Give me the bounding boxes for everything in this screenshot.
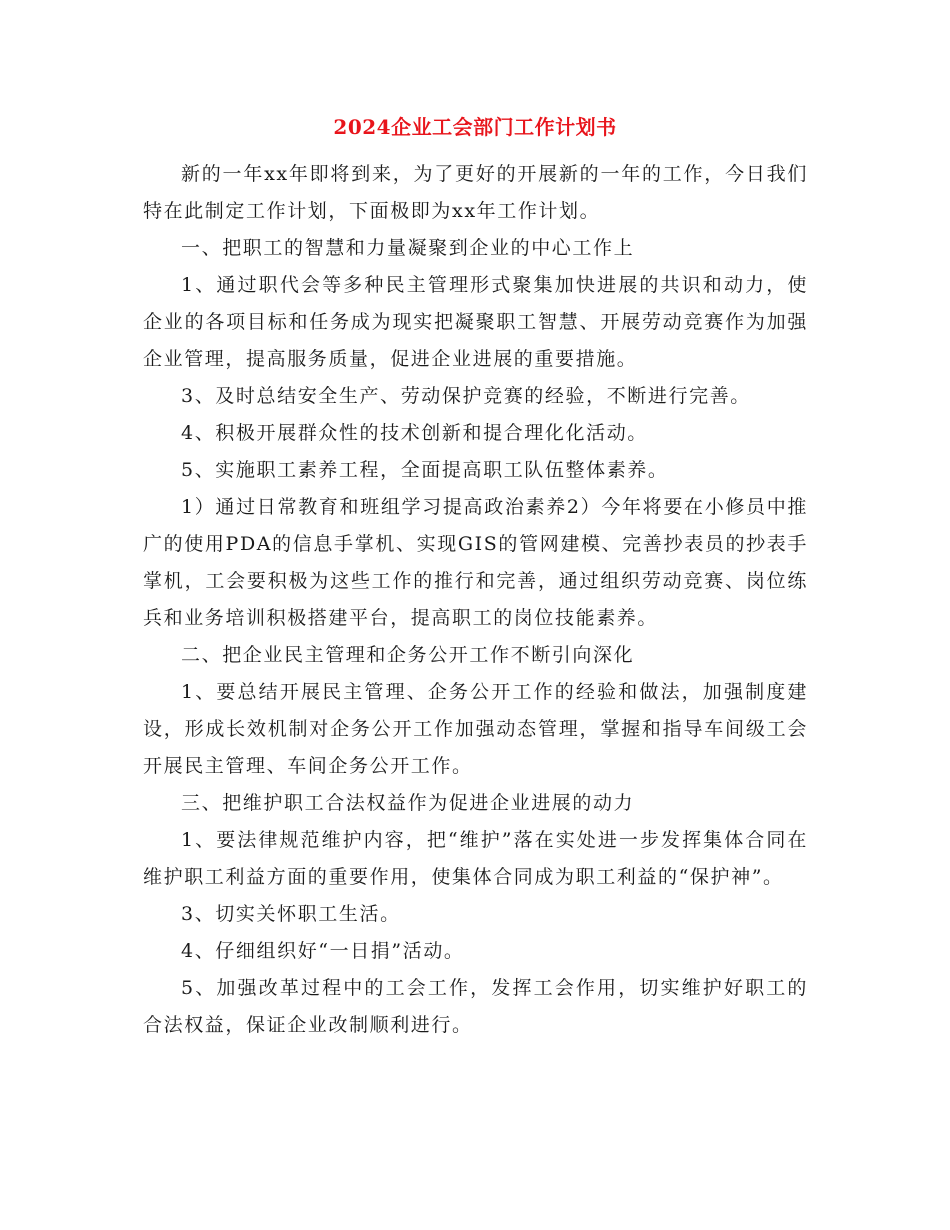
paragraph: 1、要法律规范维护内容，把“维护”落在实处进一步发挥集体合同在维护职工利益方面的重要作用，使集体合同成为职工利益的“保护神”。 (143, 829, 808, 888)
paragraph: 4、积极开展群众性的技术创新和提合理化化活动。 (181, 422, 648, 444)
paragraph: 1）通过日常教育和班组学习提高政治素养2）今年将要在小修员中推广的使用PDA的信息手掌机、实现GIS的管网建模、完善抄表员的抄表手掌机，工会要积极为这些工作的推行和完善，通过组织劳动竞赛、岗位练兵和业务培训积极搭建平台，提高职工的岗位技能素养。 (143, 496, 808, 629)
document-title: 2024企业工会部门工作计划书 (333, 115, 617, 139)
paragraph: 4、仔细组织好“一日捐”活动。 (181, 940, 465, 962)
paragraph: 5、实施职工素养工程，全面提高职工队伍整体素养。 (181, 459, 669, 481)
section-heading-1: 一、把职工的智慧和力量凝聚到企业的中心工作上 (181, 237, 635, 259)
section-heading-3: 三、把维护职工合法权益作为促进企业进展的动力 (181, 792, 635, 814)
paragraph: 1、通过职代会等多种民主管理形式聚集加快进展的共识和动力，使企业的各项目标和任务成为现实把凝聚职工智慧、开展劳动竞赛作为加强企业管理，提高服务质量，促进企业进展的重要措施。 (143, 274, 808, 370)
paragraph: 3、切实关怀职工生活。 (181, 903, 401, 925)
paragraph-intro: 新的一年xx年即将到来，为了更好的开展新的一年的工作，今日我们特在此制定工作计划，下面极即为xx年工作计划。 (143, 163, 808, 222)
document-body (143, 156, 808, 1044)
paragraph: 5、加强改革过程中的工会工作，发挥工会作用，切实维护好职工的合法权益，保证企业改制顺利进行。 (143, 977, 808, 1036)
paragraph: 1、要总结开展民主管理、企务公开工作的经验和做法，加强制度建设，形成长效机制对企务公开工作加强动态管理，掌握和指导车间级工会开展民主管理、车间企务公开工作。 (143, 681, 808, 777)
paragraph: 3、及时总结安全生产、劳动保护竞赛的经验，不断进行完善。 (181, 385, 751, 407)
section-heading-2: 二、把企业民主管理和企务公开工作不断引向深化 (181, 644, 635, 666)
